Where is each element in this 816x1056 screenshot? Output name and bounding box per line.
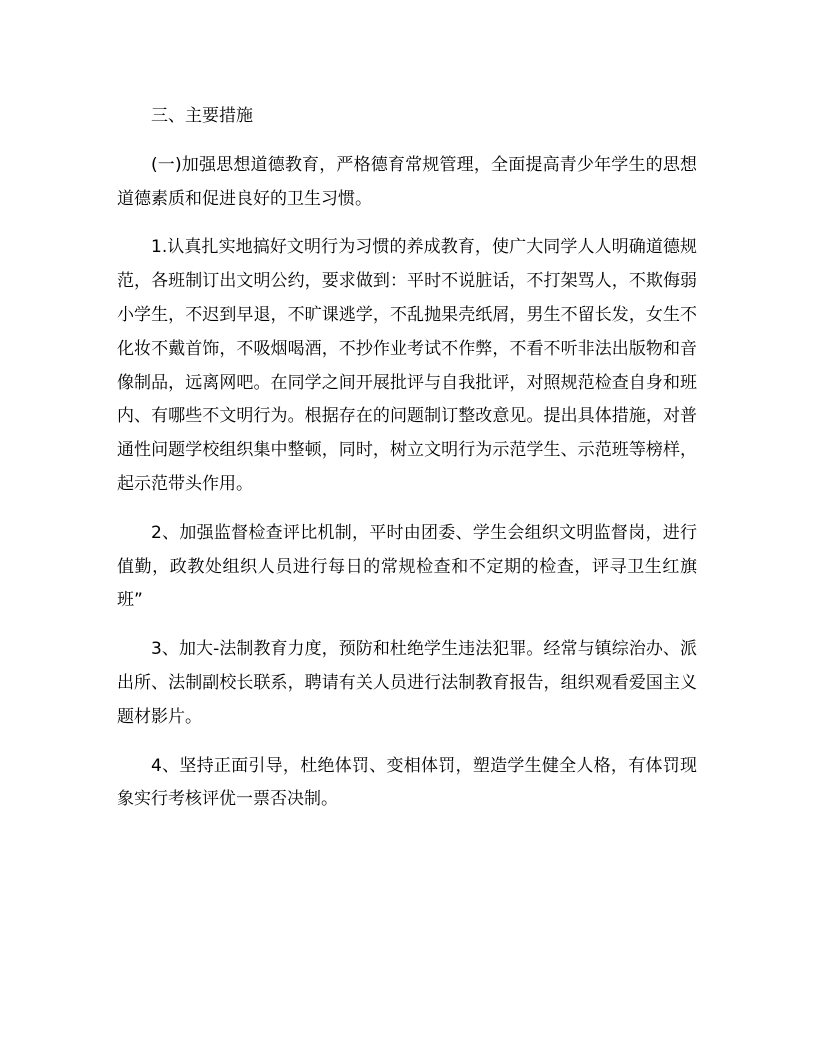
- paragraph-intro: (一)加强思想道德教育，严格德育常规管理，全面提高青少年学生的思想道德素质和促进良好的卫生习惯。: [117, 154, 697, 209]
- paragraph-item-3: 3、加大-法制教育力度，预防和杜绝学生违法犯罪。经常与镇综治办、派出所、法制副校长联系，聘请有关人员进行法制教育报告，组织观看爱国主义题材影片。: [117, 639, 697, 727]
- section-heading: 三、主要措施: [151, 106, 253, 126]
- paragraph-item-2: 2、加强监督检查评比机制，平时由团委、学生会组织文明监督岗，进行值勤，政教处组织人员进行每日的常规检查和不定期的检查，评寻卫生红旗班”: [117, 522, 697, 611]
- paragraph-item-1: 1.认真扎实地搞好文明行为习惯的养成教育，使广大同学人人明确道德规范，各班制订出文明公约，要求做到：平时不说脏话，不打架骂人，不欺侮弱小学生，不迟到早退，不旷课逃学，不乱抛果壳纸屑，男生不留长发，女生不化妆不戴首饰，不吸烟喝酒，不抄作业考试不作弊，不看不听非法出版物和音像制品，远离网吧。在同学之间开展批评与自我批评，对照规范检查自身和班内、有哪些不文明行为。根据存在的问题制订整改意见。提出具体措施，对普通性问题学校组织集中整顿，同时，树立文明行为示范学生、示范班等榜样，起示范带头作用。: [117, 237, 697, 494]
- paragraph-item-4: 4、坚持正面引导，杜绝体罚、变相体罚，塑造学生健全人格，有体罚现象实行考核评优一票否决制。: [117, 755, 697, 810]
- document-body: [117, 100, 697, 817]
